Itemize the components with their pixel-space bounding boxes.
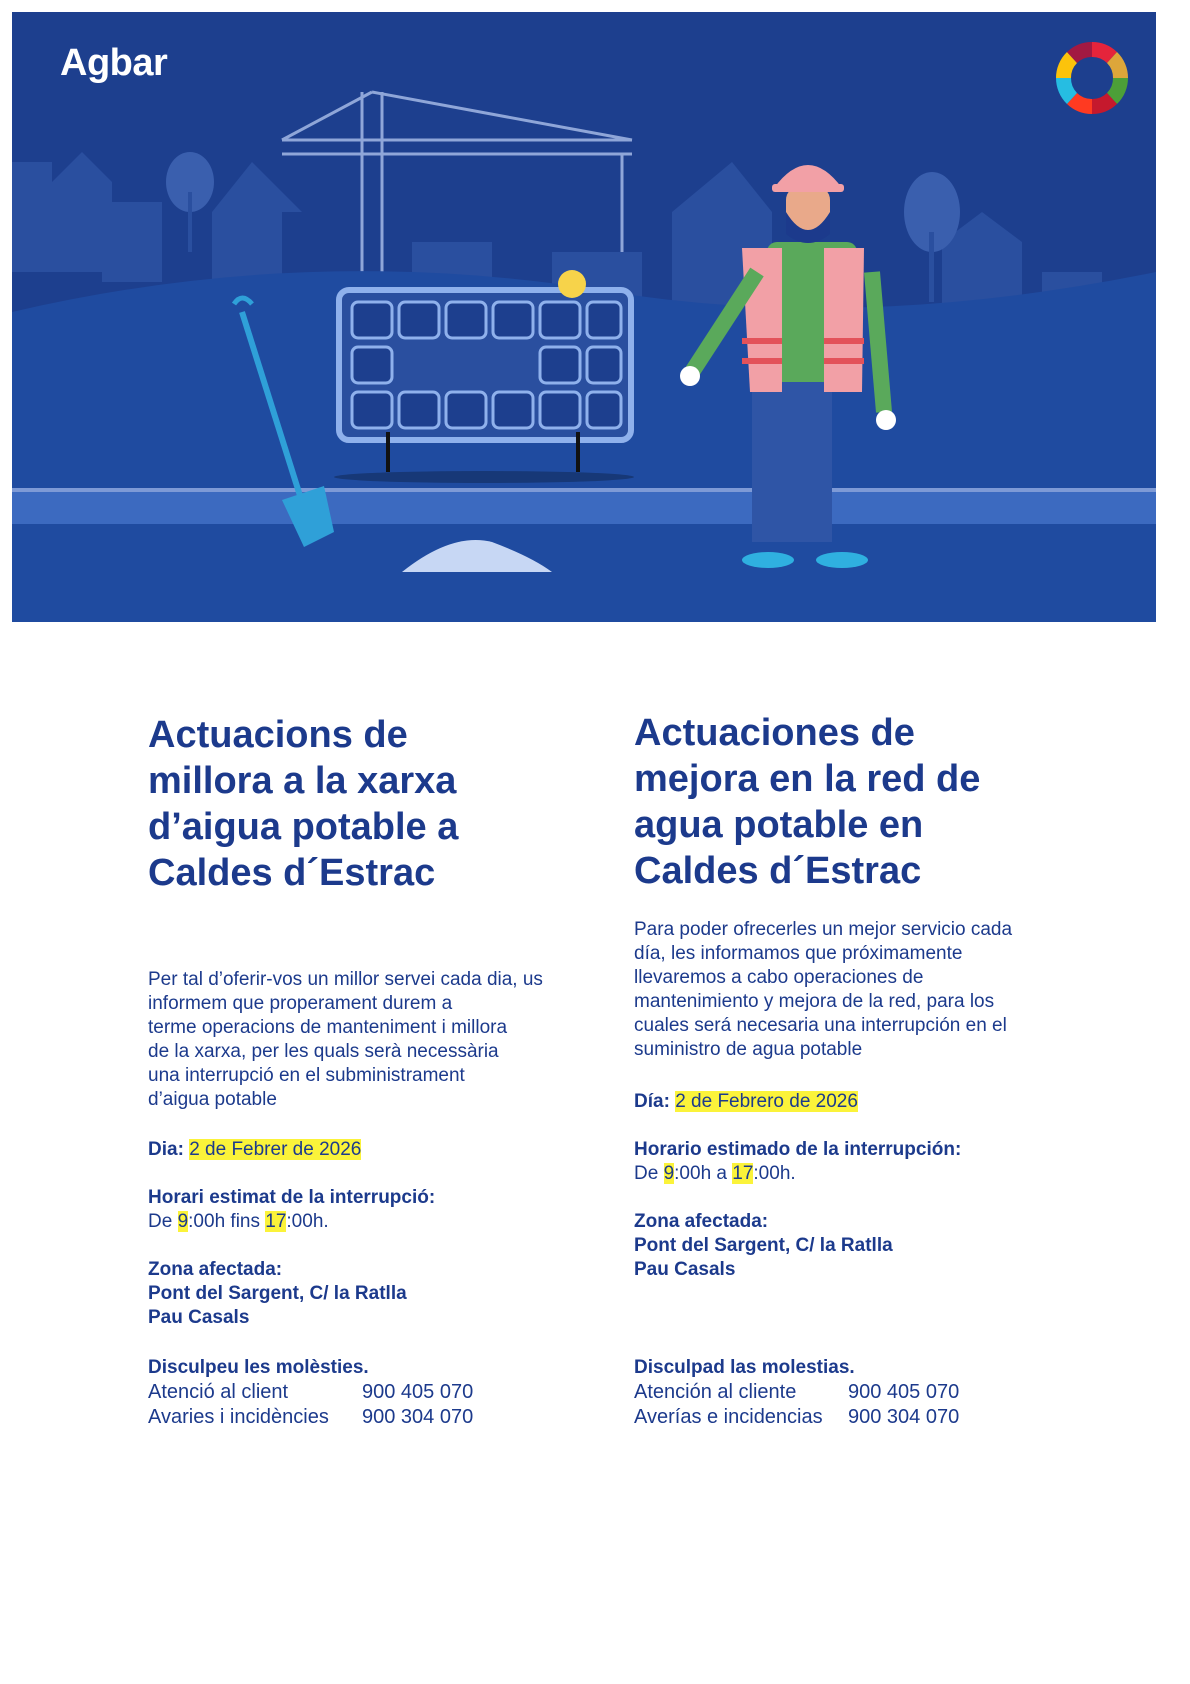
- contact-row: Atención al cliente 900 405 070: [634, 1381, 960, 1403]
- contact-row: Averías e incidencias 900 304 070: [634, 1406, 960, 1428]
- phone-number: 900 405 070: [848, 1381, 960, 1403]
- agbar-logo: Agbar: [60, 42, 168, 84]
- phone-number: 900 304 070: [362, 1406, 474, 1428]
- spanish-intro: Para poder ofrecerles un mejor servicio cada día, les informamos que próximamente llevaremos a cabo operaciones de mantenimiento y mejora de la red, para los cuales será necesaria una interrupción en el suministro de agua potable: [634, 919, 1013, 1060]
- spanish-contact: Disculpad las molestias. Atención al cliente 900 405 070 Averías e incidencias 900 304 070: [634, 1356, 1104, 1430]
- hero-illustration: [12, 12, 1156, 622]
- spanish-day: Día: 2 de Febrero de 2026: [634, 1091, 858, 1112]
- phone-number: 900 405 070: [362, 1381, 474, 1403]
- contact-row: Atenció al client 900 405 070: [148, 1381, 474, 1403]
- spanish-title: Actuaciones de mejora en la red de agua potable en Caldes d´Estrac: [634, 712, 981, 892]
- catalan-title: Actuacions de millora a la xarxa d’aigua potable a Caldes d´Estrac: [148, 714, 459, 894]
- catalan-day: Dia: 2 de Febrer de 2026: [148, 1139, 362, 1160]
- construction-scene: [12, 12, 1156, 622]
- catalan-zone: Zona afectada: Pont del Sargent, C/ la Ratlla Pau Casals: [148, 1259, 407, 1328]
- catalan-hours: Horari estimat de la interrupció: De 9:00h fins 17:00h.: [148, 1187, 436, 1232]
- contact-row: Avaries i incidències 900 304 070: [148, 1406, 474, 1428]
- phone-number: 900 304 070: [848, 1406, 960, 1428]
- spanish-hours: Horario estimado de la interrupción: De 9:00h a 17:00h.: [634, 1139, 962, 1184]
- warning-lamp: [558, 270, 586, 298]
- catalan-contact: Disculpeu les molèsties. Atenció al client 900 405 070 Avaries i incidències 900 304 070: [148, 1356, 618, 1430]
- catalan-intro: Per tal d’oferir-vos un millor servei cada dia, us informem que properament durem a terme operacions de manteniment i millora de la xarxa, per les quals serà necessària una interrupció en el subministrament d’aigua potable: [148, 969, 543, 1110]
- spanish-zone: Zona afectada: Pont del Sargent, C/ la Ratlla Pau Casals: [634, 1211, 893, 1280]
